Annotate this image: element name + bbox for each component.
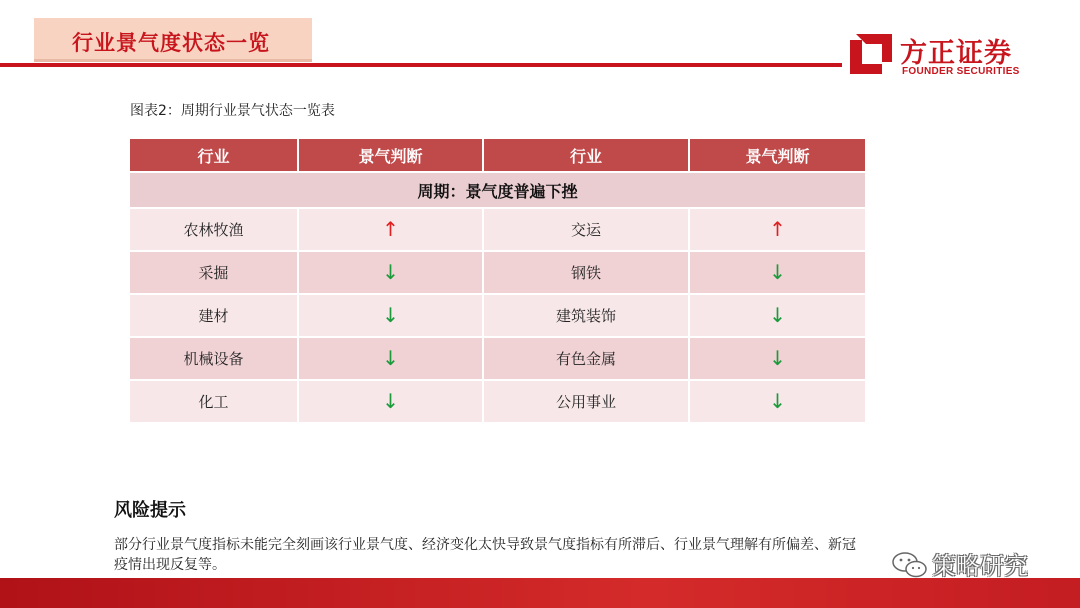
- industry-cell: 农林牧渔: [129, 208, 298, 251]
- industry-cell: 化工: [129, 380, 298, 423]
- trend-cell: [689, 337, 866, 380]
- industry-cell: 公用事业: [483, 380, 689, 423]
- watermark-text: 策略研究: [932, 552, 1028, 580]
- founder-logo: [848, 30, 1038, 80]
- trend-cell: [298, 208, 483, 251]
- risk-heading: 风险提示: [114, 500, 186, 521]
- arrow-down-icon: ↓: [769, 346, 786, 370]
- risk-text-line: 疫情出现反复等。: [114, 557, 226, 573]
- trend-cell: [298, 294, 483, 337]
- figure-caption: 图表2：周期行业景气状态一览表: [130, 103, 335, 119]
- slide-title: 行业景气度状态一览: [72, 31, 270, 55]
- column-header-judgment: 景气判断: [689, 138, 866, 172]
- group-label: 周期：景气度普遍下挫: [129, 172, 866, 208]
- trend-cell: [689, 208, 866, 251]
- industry-cell: 有色金属: [483, 337, 689, 380]
- industry-cell: 钢铁: [483, 251, 689, 294]
- table-row: [129, 380, 866, 423]
- logo-name-en: FOUNDER SECURITIES: [902, 66, 1020, 77]
- table-row: [129, 337, 866, 380]
- header-divider: [0, 63, 842, 67]
- risk-text: [114, 535, 974, 575]
- industry-status-table: [128, 137, 867, 424]
- arrow-down-icon: ↓: [382, 260, 399, 284]
- arrow-down-icon: ↓: [769, 260, 786, 284]
- column-header-judgment: 景气判断: [298, 138, 483, 172]
- column-header-industry: 行业: [483, 138, 689, 172]
- table-row: [129, 251, 866, 294]
- arrow-down-icon: ↓: [382, 303, 399, 327]
- slide-title-box: [34, 18, 312, 62]
- trend-cell: [298, 337, 483, 380]
- trend-cell: [689, 380, 866, 423]
- industry-cell: 采掘: [129, 251, 298, 294]
- trend-cell: [689, 294, 866, 337]
- arrow-down-icon: ↓: [382, 389, 399, 413]
- wechat-watermark: [890, 544, 1060, 584]
- industry-cell: 机械设备: [129, 337, 298, 380]
- arrow-up-icon: ↑: [382, 217, 399, 241]
- risk-text-line: 部分行业景气度指标未能完全刻画该行业景气度、经济变化太快导致景气度指标有所滞后、行业景气理解有所偏差、新冠: [114, 537, 856, 553]
- industry-cell: 交运: [483, 208, 689, 251]
- trend-cell: [689, 251, 866, 294]
- table-row: [129, 208, 866, 251]
- industry-cell: 建材: [129, 294, 298, 337]
- arrow-down-icon: ↓: [769, 389, 786, 413]
- arrow-down-icon: ↓: [769, 303, 786, 327]
- arrow-up-icon: ↑: [769, 217, 786, 241]
- wechat-icon: [890, 550, 930, 580]
- trend-cell: [298, 251, 483, 294]
- group-row: [129, 172, 866, 208]
- logo-name-cn: 方正证券: [900, 38, 1012, 69]
- industry-cell: 建筑装饰: [483, 294, 689, 337]
- column-header-industry: 行业: [129, 138, 298, 172]
- table-header-row: [129, 138, 866, 172]
- arrow-down-icon: ↓: [382, 346, 399, 370]
- table-row: [129, 294, 866, 337]
- founder-logo-icon: [848, 30, 894, 76]
- trend-cell: [298, 380, 483, 423]
